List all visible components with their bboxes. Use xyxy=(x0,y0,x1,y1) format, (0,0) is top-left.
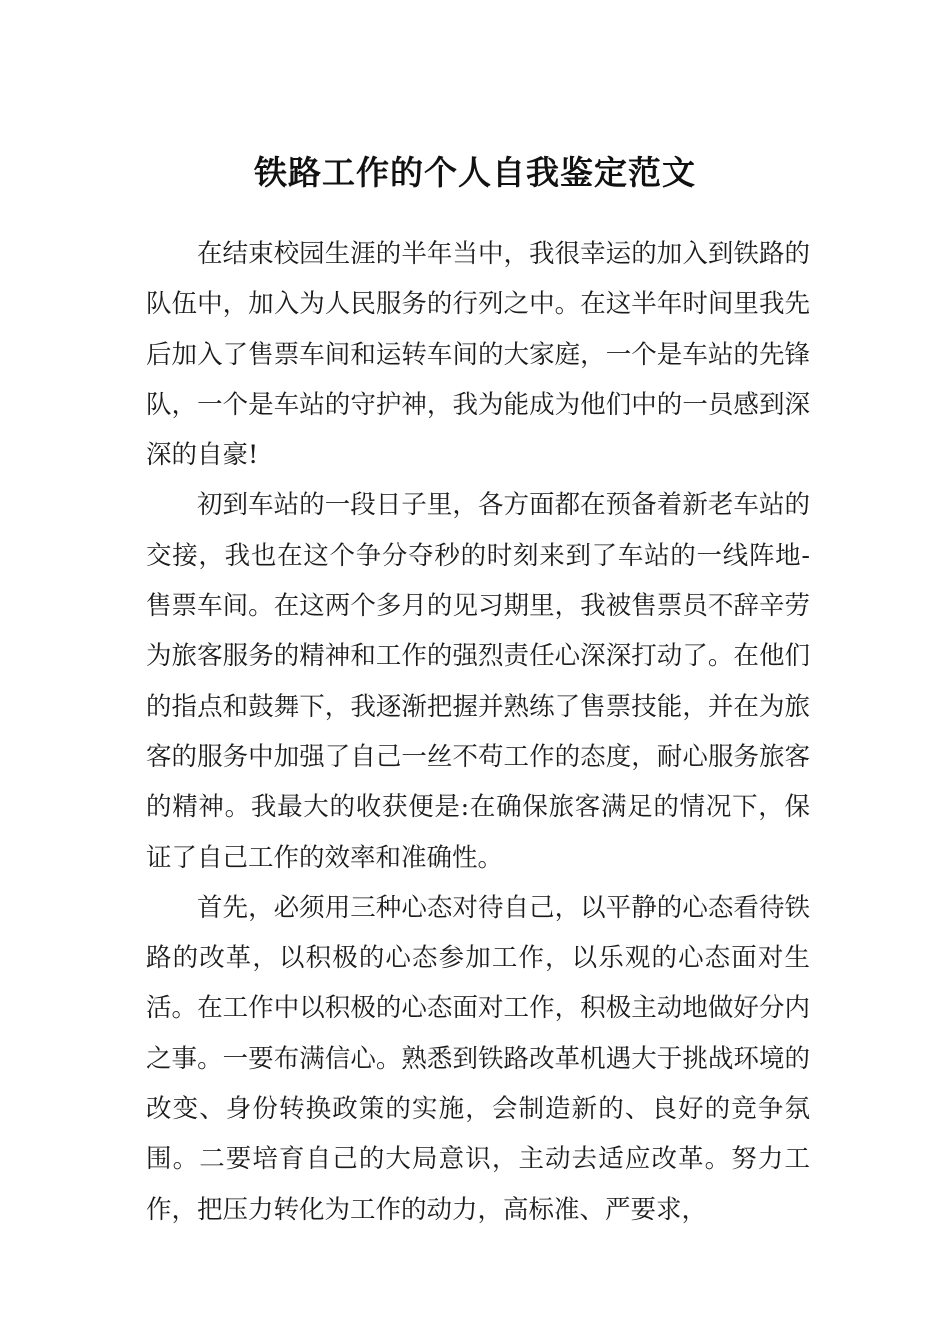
body-paragraph-3: 首先，必须用三种心态对待自己，以平静的心态看待铁路的改革，以积极的心态参加工作，以乐观的心态面对生活。在工作中以积极的心态面对工作，积极主动地做好分内之事。一要布满信心。熟悉到铁路改革机遇大于挑战环境的改变、身份转换政策的实施，会制造新的、良好的竞争氛围。二要培育自己的大局意识，主动去适应改革。努力工作，把压力转化为工作的动力，高标准、严要求， xyxy=(146,892,810,1225)
body-paragraph-1: 在结束校园生涯的半年当中，我很幸运的加入到铁路的队伍中，加入为人民服务的行列之中。在这半年时间里我先后加入了售票车间和运转车间的大家庭，一个是车站的先锋队，一个是车站的守护神，我为能成为他们中的一员感到深深的自豪! xyxy=(146,239,810,471)
document-body xyxy=(146,229,810,1235)
document-title: 铁路工作的个人自我鉴定范文 xyxy=(254,153,696,193)
body-paragraph-2: 初到车站的一段日子里，各方面都在预备着新老车站的交接，我也在这个争分夺秒的时刻来到了车站的一线阵地-售票车间。在这两个多月的见习期里，我被售票员不辞辛劳为旅客服务的精神和工作的强烈责任心深深打动了。在他们的指点和鼓舞下，我逐渐把握并熟练了售票技能，并在为旅客的服务中加强了自己一丝不苟工作的态度，耐心服务旅客的精神。我最大的收获便是:在确保旅客满足的情况下，保证了自己工作的效率和准确性。 xyxy=(146,490,810,873)
